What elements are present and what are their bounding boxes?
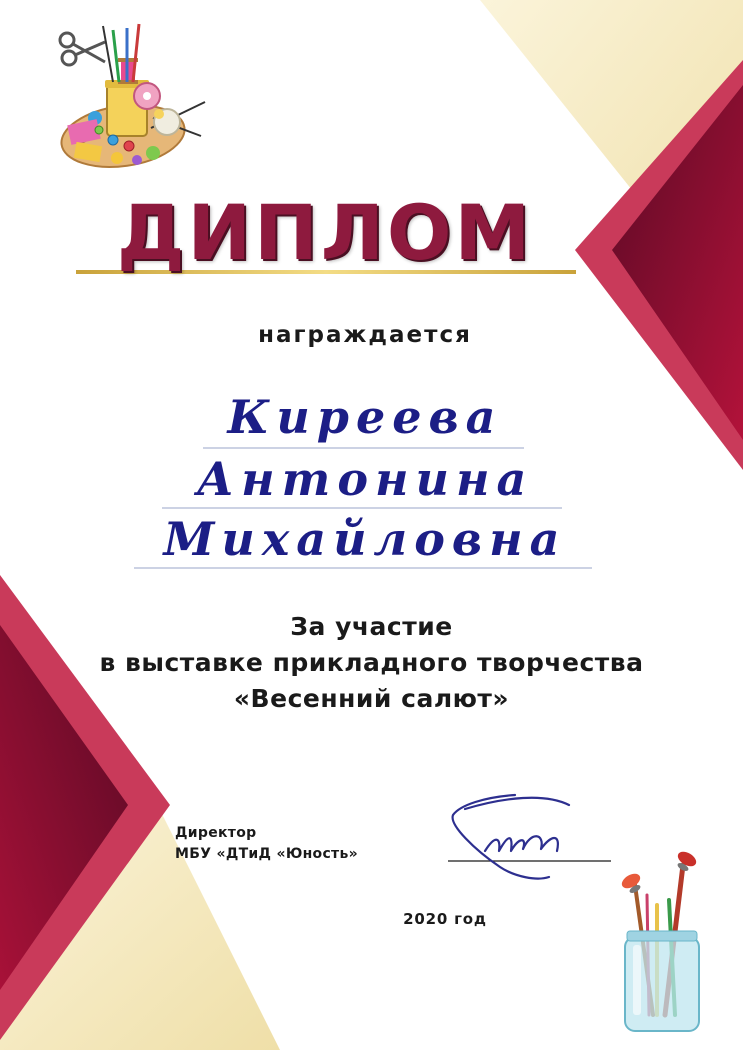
signatory-position: Директор <box>175 825 257 841</box>
certificate-year: 2020 год <box>403 910 487 928</box>
certificate-title: ДИПЛОМ <box>116 188 534 277</box>
recipient-surname: Киреева <box>227 390 503 444</box>
reason-line-3: «Весенний салют» <box>233 684 510 713</box>
recipient-patronymic: Михайловна <box>163 512 567 566</box>
reason-line-2: в выставке прикладного творчества <box>99 648 644 677</box>
signatory-organization: МБУ «ДТиД «Юность» <box>175 846 358 862</box>
recipient-first-name: Антонина <box>196 452 534 506</box>
craft-palette-icon <box>55 18 215 173</box>
brush-jar-icon <box>605 845 715 1035</box>
reason-line-1: За участие <box>290 612 453 641</box>
signature-icon <box>445 785 585 885</box>
awarded-label: награждается <box>258 322 472 348</box>
